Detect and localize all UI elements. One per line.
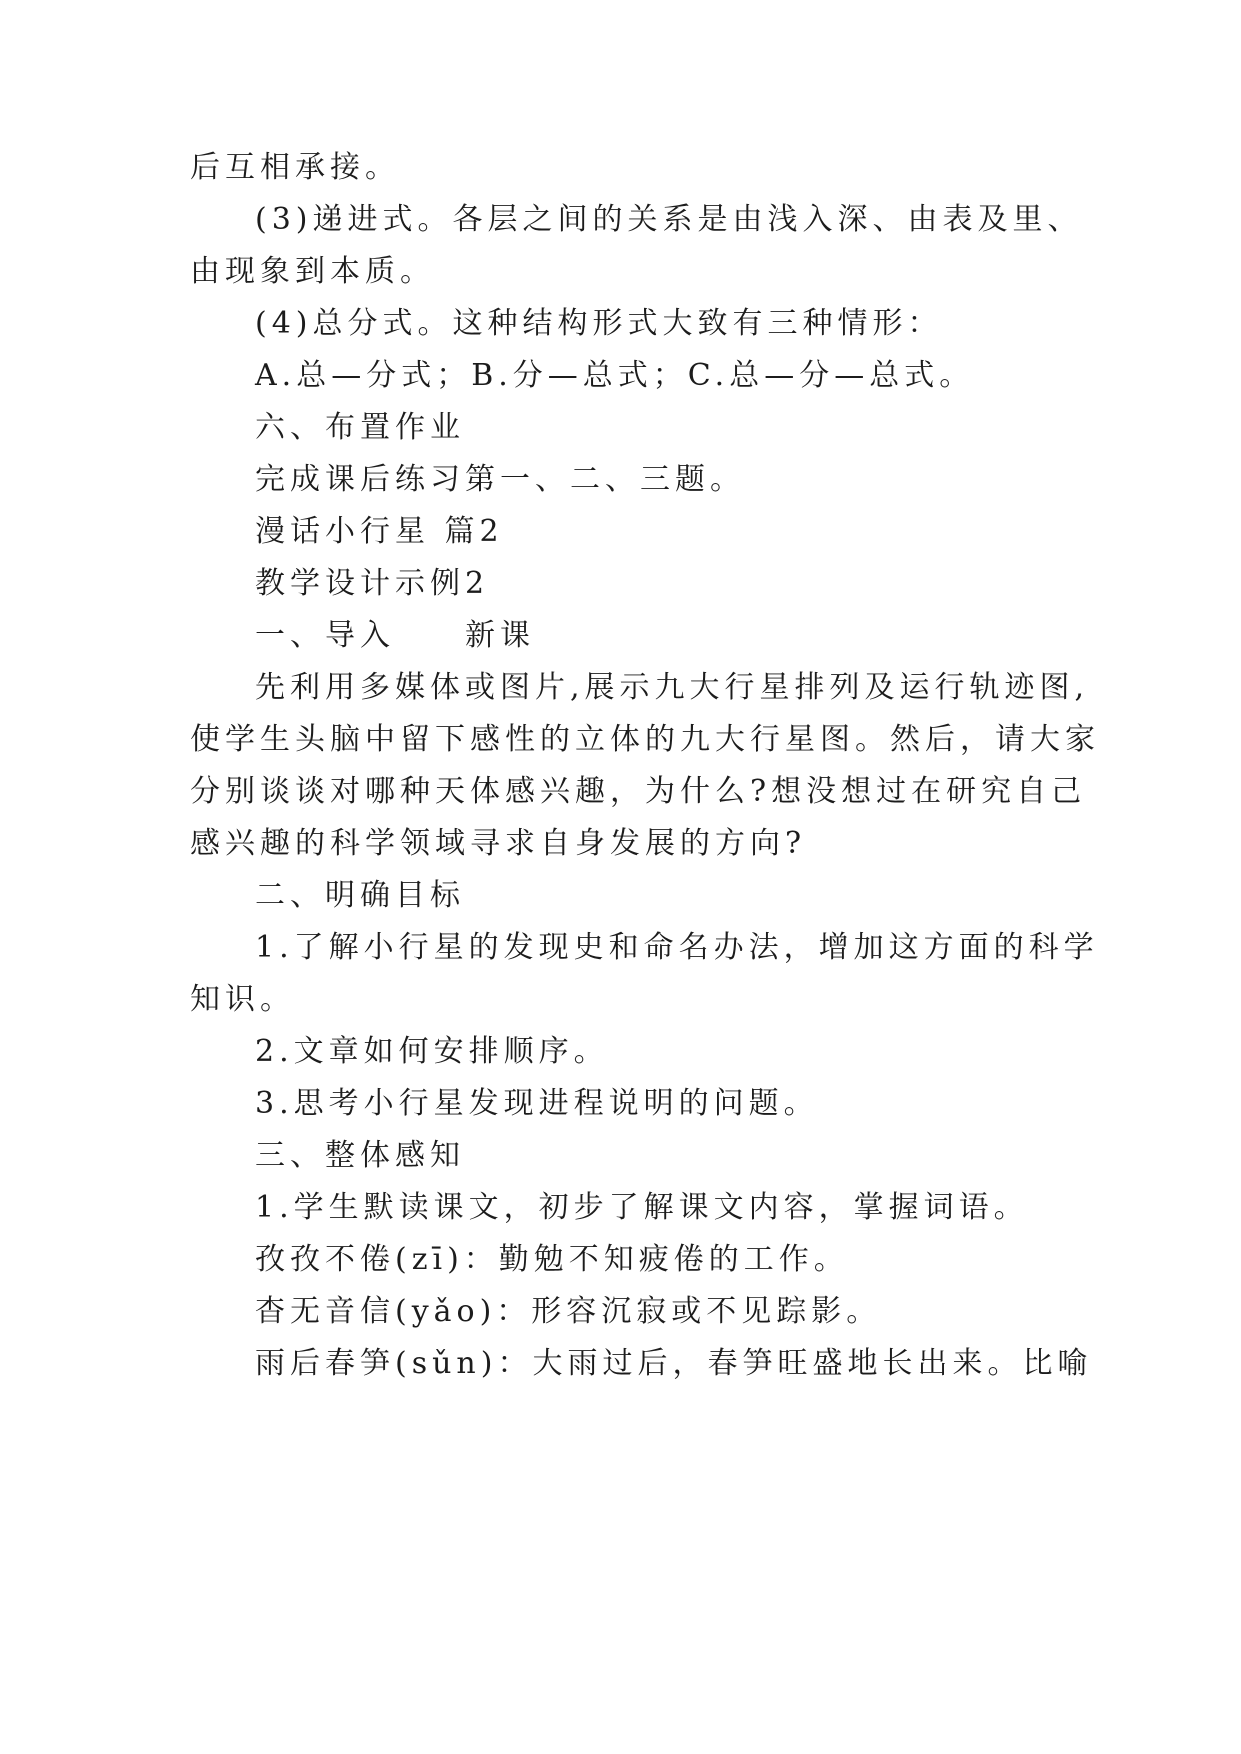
text-line: 分别谈谈对哪种天体感兴趣，为什么?想没想过在研究自己 <box>190 774 1087 809</box>
section-heading: 二、明确目标 <box>255 878 465 913</box>
text-line: 使学生头脑中留下感性的立体的九大行星图。然后，请大家 <box>190 722 1100 757</box>
section-heading: 六、布置作业 <box>255 410 465 445</box>
vocab-entry: 杳无音信(yǎo)：形容沉寂或不见踪影。 <box>255 1294 882 1329</box>
text-line: 教学设计示例2 <box>255 566 490 601</box>
text-line: (4)总分式。这种结构形式大致有三种情形： <box>255 306 943 341</box>
text-line: 感兴趣的科学领域寻求自身发展的方向? <box>190 826 807 861</box>
vocab-entry: 雨后春笋(sǔn)：大雨过后，春笋旺盛地长出来。比喻 <box>255 1346 1093 1381</box>
text-line: 完成课后练习第一、二、三题。 <box>255 462 745 497</box>
text-line: 由现象到本质。 <box>190 254 435 289</box>
text-line: 知识。 <box>190 982 295 1017</box>
text-line: 1.学生默读课文，初步了解课文内容，掌握词语。 <box>255 1190 1029 1225</box>
section-heading: 三、整体感知 <box>255 1138 465 1173</box>
text-line: 1.了解小行星的发现史和命名办法，增加这方面的科学 <box>255 930 1099 965</box>
vocab-entry: 孜孜不倦(zī)：勤勉不知疲倦的工作。 <box>255 1242 849 1277</box>
text-line: 先利用多媒体或图片,展示九大行星排列及运行轨迹图, <box>255 670 1090 705</box>
text-line: 3.思考小行星发现进程说明的问题。 <box>255 1086 819 1121</box>
text-line: A.总—分式；B.分—总式；C.总—分—总式。 <box>255 358 975 393</box>
text-line: 后互相承接。 <box>190 150 400 185</box>
section-heading: 一、导入 新课 <box>255 618 535 653</box>
article-title: 漫话小行星 篇2 <box>255 514 504 549</box>
text-line: (3)递进式。各层之间的关系是由浅入深、由表及里、 <box>255 202 1083 237</box>
text-line: 2.文章如何安排顺序。 <box>255 1034 609 1069</box>
